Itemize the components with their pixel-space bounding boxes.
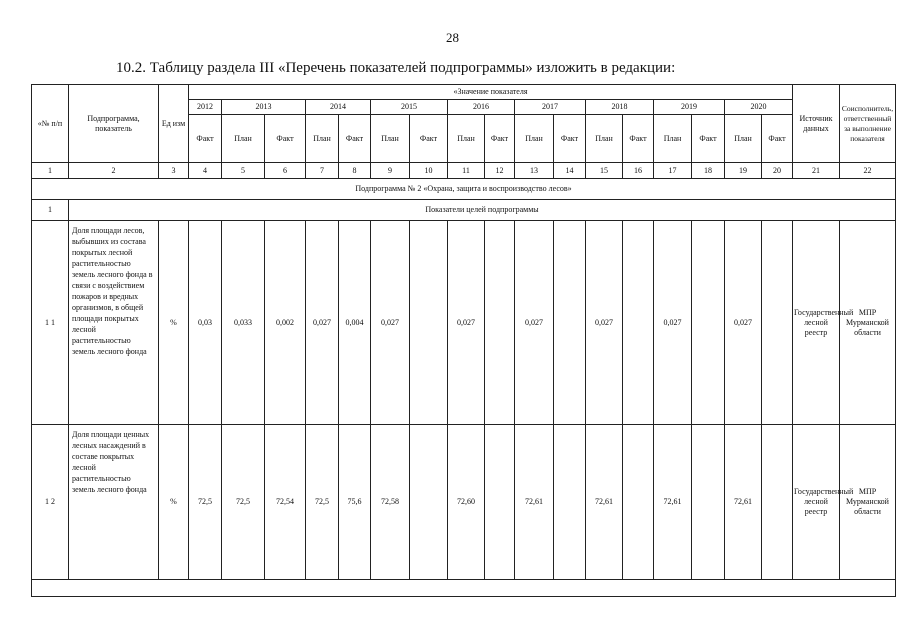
value-cell [692, 221, 725, 425]
value-cell [554, 221, 586, 425]
column-number: 20 [762, 163, 793, 179]
column-number: 8 [339, 163, 371, 179]
header-sub: План [306, 115, 339, 163]
header-sub: План [448, 115, 485, 163]
header-unit: Ед изм [159, 85, 189, 163]
value-cell [692, 425, 725, 580]
table-trailing-space [32, 580, 896, 597]
value-cell: 0,004 [339, 221, 371, 425]
header-year: 2020 [725, 100, 793, 115]
column-number: 1 [32, 163, 69, 179]
header-year: 2018 [586, 100, 654, 115]
value-cell: 75,6 [339, 425, 371, 580]
header-executor: Соисполнитель, ответственный за выполнение показателя [840, 85, 896, 163]
value-cell: 0,027 [306, 221, 339, 425]
value-cell: 72,54 [265, 425, 306, 580]
value-cell [485, 425, 515, 580]
table-row [32, 221, 896, 425]
column-number: 13 [515, 163, 554, 179]
column-number: 9 [371, 163, 410, 179]
value-cell [485, 221, 515, 425]
column-number: 2 [69, 163, 159, 179]
column-number: 21 [793, 163, 840, 179]
indicators-table [31, 84, 896, 597]
header-sub: Факт [189, 115, 222, 163]
column-number: 6 [265, 163, 306, 179]
value-cell: 72,5 [189, 425, 222, 580]
value-cell: 0,027 [586, 221, 623, 425]
header-sub: Факт [762, 115, 793, 163]
value-cell [623, 221, 654, 425]
header-sub: Факт [339, 115, 371, 163]
indicator-unit: % [159, 425, 189, 580]
header-name: Подпрограмма, показатель [69, 85, 159, 163]
column-number: 7 [306, 163, 339, 179]
value-cell: 72,61 [515, 425, 554, 580]
value-cell: 0,027 [654, 221, 692, 425]
value-cell: 72,61 [586, 425, 623, 580]
value-cell: 0,027 [515, 221, 554, 425]
header-sub: План [515, 115, 554, 163]
indicator-name: Доля площади лесов, выбывших из состава покрытых лесной растительностью земель лесного фонда в связи с воздействием пожаров и вредных организмов, в общей площади покрытых лесной растительностью земель лесного фонда [69, 221, 159, 425]
header-year: 2014 [306, 100, 371, 115]
header-sub: План [586, 115, 623, 163]
header-year: 2017 [515, 100, 586, 115]
header-sub: Факт [692, 115, 725, 163]
column-number: 14 [554, 163, 586, 179]
value-cell: 0,027 [448, 221, 485, 425]
column-number: 12 [485, 163, 515, 179]
column-number: 19 [725, 163, 762, 179]
goals-number: 1 [32, 200, 69, 221]
value-cell: 72,5 [222, 425, 265, 580]
column-number: 15 [586, 163, 623, 179]
data-source: Государственный лесной реестр [793, 425, 840, 580]
header-sub: План [371, 115, 410, 163]
header-source: Источник данных [793, 85, 840, 163]
row-number: 1 1 [32, 221, 69, 425]
header-num: «№ п/п [32, 85, 69, 163]
value-cell: 72,61 [725, 425, 762, 580]
value-cell [762, 425, 793, 580]
header-year: 2015 [371, 100, 448, 115]
value-cell: 0,03 [189, 221, 222, 425]
executor: МПР Мурманской области [840, 221, 896, 425]
value-cell: 0,027 [725, 221, 762, 425]
column-number: 18 [692, 163, 725, 179]
indicator-name: Доля площади ценных лесных насаждений в составе покрытых лесной растительностью земель лесного фонда [69, 425, 159, 580]
goals-title: Показатели целей подпрограммы [69, 200, 896, 221]
page-number: 28 [446, 30, 459, 45]
header-sub: Факт [265, 115, 306, 163]
header-sub: План [654, 115, 692, 163]
value-cell [410, 425, 448, 580]
value-cell [554, 425, 586, 580]
header-year: 2013 [222, 100, 306, 115]
header-sub: План [222, 115, 265, 163]
header-year: 2012 [189, 100, 222, 115]
header-year: 2019 [654, 100, 725, 115]
value-cell: 0,002 [265, 221, 306, 425]
table-row [32, 425, 896, 580]
header-year: 2016 [448, 100, 515, 115]
column-number: 22 [840, 163, 896, 179]
header-sub: План [725, 115, 762, 163]
value-cell: 0,027 [371, 221, 410, 425]
column-number: 11 [448, 163, 485, 179]
header-sub: Факт [554, 115, 586, 163]
value-cell: 72,5 [306, 425, 339, 580]
column-number: 4 [189, 163, 222, 179]
executor: МПР Мурманской области [840, 425, 896, 580]
data-source: Государственный лесной реестр [793, 221, 840, 425]
column-number: 5 [222, 163, 265, 179]
subprogram-title: Подпрограмма № 2 «Охрана, защита и воспроизводство лесов» [32, 179, 896, 200]
value-cell [623, 425, 654, 580]
value-cell: 72,60 [448, 425, 485, 580]
value-cell: 72,58 [371, 425, 410, 580]
column-number: 10 [410, 163, 448, 179]
header-values-group: «Значение показателя [189, 85, 793, 100]
header-sub: Факт [485, 115, 515, 163]
row-number: 1 2 [32, 425, 69, 580]
section-heading: 10.2. Таблицу раздела III «Перечень показателей подпрограммы» изложить в редакции: [116, 60, 676, 76]
value-cell [762, 221, 793, 425]
column-number: 17 [654, 163, 692, 179]
value-cell: 0,033 [222, 221, 265, 425]
indicator-unit: % [159, 221, 189, 425]
header-sub: Факт [623, 115, 654, 163]
header-sub: Факт [410, 115, 448, 163]
value-cell: 72,61 [654, 425, 692, 580]
column-number: 16 [623, 163, 654, 179]
value-cell [410, 221, 448, 425]
column-number: 3 [159, 163, 189, 179]
